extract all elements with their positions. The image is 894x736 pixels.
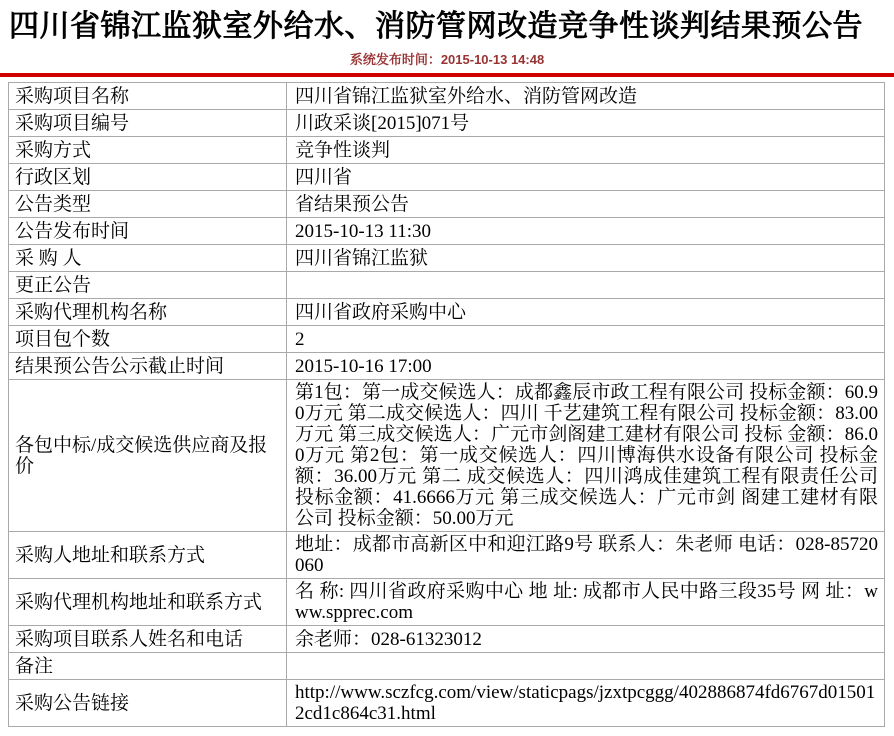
row-label: 采 购 人 xyxy=(9,245,287,272)
row-label: 采购公告链接 xyxy=(9,680,287,727)
publish-time-value: 2015-10-13 14:48 xyxy=(440,52,545,67)
table-row xyxy=(9,83,885,110)
table-row xyxy=(9,191,885,218)
row-label: 采购方式 xyxy=(9,137,287,164)
table-row xyxy=(9,579,885,626)
announcement-table xyxy=(8,82,885,727)
row-value: 2015-10-13 11:30 xyxy=(287,218,885,245)
row-label: 公告发布时间 xyxy=(9,218,287,245)
table-body xyxy=(9,83,885,727)
row-value: 四川省 xyxy=(287,164,885,191)
table-row xyxy=(9,245,885,272)
red-divider xyxy=(0,73,894,77)
table-row xyxy=(9,380,885,532)
row-label: 项目包个数 xyxy=(9,326,287,353)
row-value: 2015-10-16 17:00 xyxy=(287,353,885,380)
row-label: 采购代理机构地址和联系方式 xyxy=(9,579,287,626)
row-label: 结果预公告公示截止时间 xyxy=(9,353,287,380)
publish-time-label: 系统发布时间： xyxy=(349,52,441,67)
publish-time xyxy=(0,49,894,68)
row-value: 四川省锦江监狱室外给水、消防管网改造 xyxy=(287,83,885,110)
row-value: 地址：成都市高新区中和迎江路9号 联系人：朱老师 电话：028-85720060 xyxy=(287,532,885,579)
row-label: 采购项目名称 xyxy=(9,83,287,110)
row-value: 四川省政府采购中心 xyxy=(287,299,885,326)
row-label: 采购项目编号 xyxy=(9,110,287,137)
row-value: 第1包：第一成交候选人：成都鑫辰市政工程有限公司 投标金额：60.90万元 第二成交候选人：四川 千艺建筑工程有限公司 投标金额：83.00万元 第三成交候选人：广元市剑阁建工建材有限公司 投标 金额：86.00万元 第2包：第一成交候选人：四川博海供水设备有限公司 投标金额：36.00万元 第二 成交候选人：四川鸿成佳建筑工程有限责任公司 投标金额：41.6666万元 第三成交候选人：广元市剑 阁建工建材有限公司 投标金额：50.00万元 xyxy=(287,380,885,532)
table-row xyxy=(9,272,885,299)
row-value xyxy=(287,653,885,680)
row-label: 公告类型 xyxy=(9,191,287,218)
row-value: 余老师：028-61323012 xyxy=(287,626,885,653)
row-label: 各包中标/成交候选供应商及报价 xyxy=(9,380,287,532)
table-row xyxy=(9,353,885,380)
table-row xyxy=(9,299,885,326)
page-title: 四川省锦江监狱室外给水、消防管网改造竞争性谈判结果预公告 xyxy=(9,10,863,43)
table-row xyxy=(9,532,885,579)
announcement-page xyxy=(0,9,894,727)
row-label: 更正公告 xyxy=(9,272,287,299)
table-row xyxy=(9,626,885,653)
table-row xyxy=(9,326,885,353)
table-row xyxy=(9,653,885,680)
row-value: 2 xyxy=(287,326,885,353)
row-value: 名 称: 四川省政府采购中心 地 址: 成都市人民中路三段35号 网 址：www.spprec.com xyxy=(287,579,885,626)
table-row xyxy=(9,680,885,727)
row-label: 行政区划 xyxy=(9,164,287,191)
row-value xyxy=(287,272,885,299)
table-row xyxy=(9,110,885,137)
row-label: 采购人地址和联系方式 xyxy=(9,532,287,579)
row-value: 四川省锦江监狱 xyxy=(287,245,885,272)
table-row xyxy=(9,218,885,245)
row-value: 省结果预公告 xyxy=(287,191,885,218)
table-row xyxy=(9,164,885,191)
row-label: 采购代理机构名称 xyxy=(9,299,287,326)
row-value: http://www.sczfcg.com/view/staticpags/jzxtpcggg/402886874fd6767d015012cd1c864c31.html xyxy=(287,680,885,727)
row-label: 备注 xyxy=(9,653,287,680)
row-value: 竞争性谈判 xyxy=(287,137,885,164)
table-row xyxy=(9,137,885,164)
row-value: 川政采谈[2015]071号 xyxy=(287,110,885,137)
row-label: 采购项目联系人姓名和电话 xyxy=(9,626,287,653)
